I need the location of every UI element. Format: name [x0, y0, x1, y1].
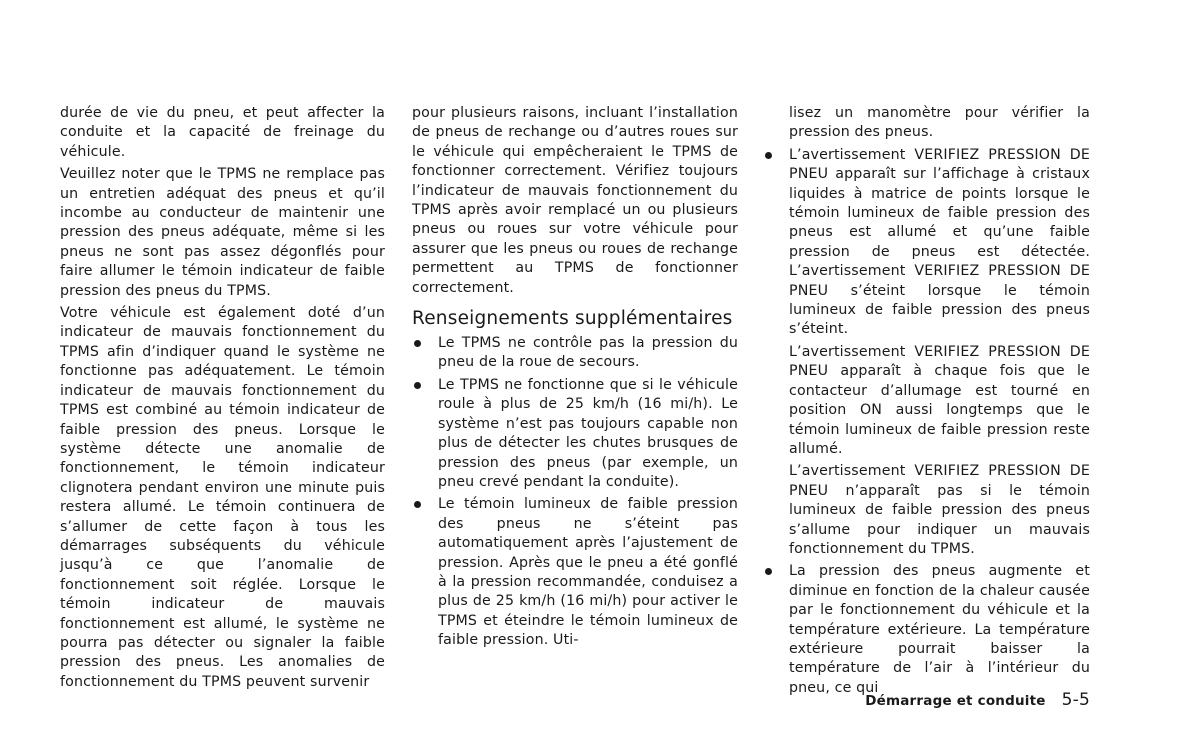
bullet-icon	[765, 568, 772, 575]
footer-section-title: Démarrage et conduite	[865, 693, 1046, 709]
paragraph: lisez un manomètre pour vérifier la pression des pneus.	[789, 105, 1090, 141]
list-item-text: La pression des pneus augmente et diminue en fonction de la chaleur causée par le fonctionnement du véhicule et la température extérieure. La température extérieure pourrait baisser la température de l’air à l’intérieur du pneu, ce qui	[789, 563, 1090, 696]
paragraph: pour plusieurs raisons, incluant l’installation de pneus de rechange ou d’autres roues sur le véhicule qui empêcheraient le TPMS de fonctionner correctement. Vérifiez toujours l’indicateur de mauvais fonctionnement du TPMS après avoir remplacé un ou plusieurs pneus ou roues sur votre véhicule pour assurer que les pneus ou roues de rechange permettent au TPMS de fonctionner correctement.	[412, 105, 738, 296]
paragraph: Votre véhicule est également doté d’un indicateur de mauvais fonctionnement du TPMS afin d’indiquer quand le système ne fonctionne pas adéquatement. Le témoin indicateur de mauvais fonctionnement du TPMS est combiné au témoin indicateur de faible pression des pneus. Lorsque le système détecte une anomalie de fonctionnement, le témoin indicateur clignotera pendant environ une minute puis restera allumé. Le témoin continuera de s’allumer de cette façon à tous les démarrages subséquents du véhicule jusqu’à ce que l’anomalie de fonctionnement soit réglée. Lorsque le témoin indicateur de mauvais fonctionnement est allumé, le système ne pourra pas détecter ou signaler la faible pression des pneus. Les anomalies de fonctionnement du TPMS peuvent survenir	[60, 305, 385, 690]
bullet-icon	[765, 152, 772, 159]
list-item-text: Le témoin lumineux de faible pression des pneus ne s’éteint pas automatiquement après l’ajustement de pression. Après que le pneu a été gonflé à la pression recommandée, conduisez a plus de 25 km/h (16 mi/h) pour activer le TPMS et éteindre le témoin lumineux de faible pression. Uti-	[438, 496, 738, 649]
text-column-3	[763, 104, 1090, 701]
list-item-text: L’avertissement VERIFIEZ PRESSION DE PNEU apparaît à chaque fois que le contacteur d’allumage est tourné en position ON aussi longtemps que le témoin lumineux de faible pression reste allumé.	[789, 343, 1090, 457]
list-item-text: L’avertissement VERIFIEZ PRESSION DE PNEU n’apparaît pas si le témoin lumineux de faible pression des pneus s’allume pour indiquer un mauvais fonctionnement du TPMS.	[789, 463, 1090, 557]
bullet-list	[412, 334, 738, 651]
list-item	[412, 376, 738, 492]
bullet-list	[763, 146, 1090, 698]
bullet-icon	[414, 340, 421, 347]
list-item	[763, 562, 1090, 698]
list-item-text: Le TPMS ne contrôle pas la pression du pneu de la roue de secours.	[438, 335, 738, 371]
page-footer	[865, 690, 1090, 710]
text-column-1	[60, 104, 385, 695]
list-item-text: Le TPMS ne fonctionne que si le véhicule roule à plus de 25 km/h (16 mi/h). Le système n’est pas toujours capable non plus de détecter les chutes brusques de pression des pneus (par exemple, un pneu crevé pendant la conduite).	[438, 376, 738, 490]
paragraph: Veuillez noter que le TPMS ne remplace pas un entretien adéquat des pneus et qu’il incombe au conducteur de maintenir une pression des pneus adéquate, même si les pneus ne sont pas assez dégonflés pour faire allumer le témoin indicateur de faible pression des pneus du TPMS.	[60, 166, 385, 299]
list-item-text: L’avertissement VERIFIEZ PRESSION DE PNEU apparaît sur l’affichage à cristaux liquides à matrice de points lorsque le témoin lumineux de faible pression des pneus est allumé et qu’une faible pression de pneus est détectée. L’avertissement VERIFIEZ PRESSION DE PNEU s’éteint lorsque le témoin lumineux de faible pression des pneus s’éteint.	[789, 146, 1090, 338]
paragraph: durée de vie du pneu, et peut affecter la conduite et la capacité de freinage du véhicule.	[60, 105, 385, 160]
bullet-icon	[414, 501, 421, 508]
section-heading: Renseignements supplémentaires	[412, 308, 733, 330]
list-item	[763, 146, 1090, 560]
bullet-icon	[414, 382, 421, 389]
page-number: 5-5	[1061, 690, 1090, 710]
list-item	[412, 334, 738, 373]
text-column-2	[412, 104, 738, 654]
list-item	[412, 495, 738, 650]
